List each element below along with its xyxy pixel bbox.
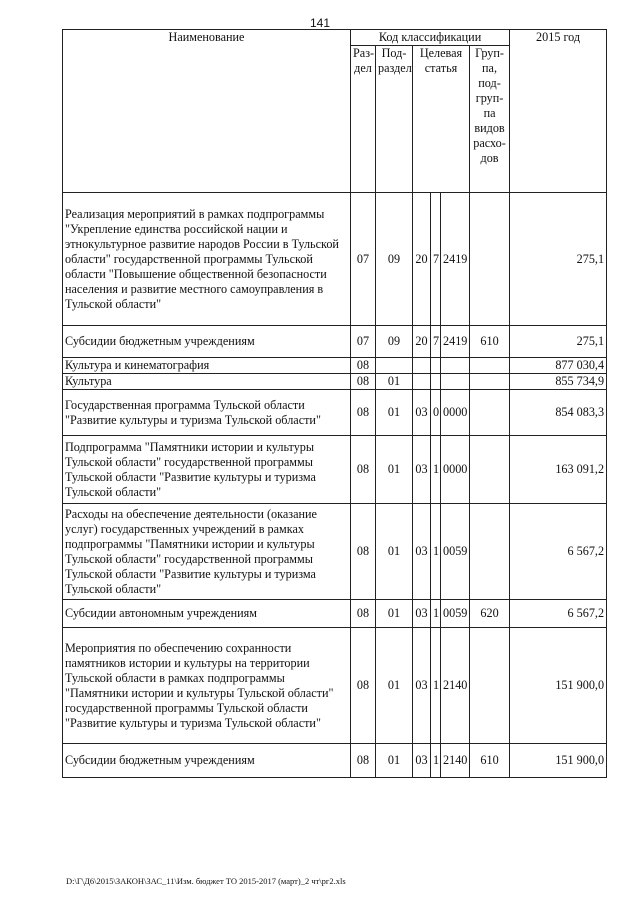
row-subsection <box>376 358 413 374</box>
row-target-program <box>413 358 431 374</box>
budget-table <box>62 29 607 778</box>
table-row <box>63 436 607 504</box>
row-section: 08 <box>351 628 376 744</box>
header-subsection-label: Под- раздел <box>378 46 412 75</box>
row-target-subprogram: 1 <box>431 436 441 504</box>
row-name: Мероприятия по обеспечению сохранности памятников истории и культуры на территории Тульской области в рамках подпрограммы "Памятники истории и культуры Тульской области" государственной программы Тульской области "Развитие культуры и туризма Тульской области" <box>63 628 351 744</box>
header-target-article <box>413 46 470 193</box>
row-name: Субсидии бюджетным учреждениям <box>63 326 351 358</box>
row-target-program: 20 <box>413 193 431 326</box>
row-expense-type <box>470 436 510 504</box>
row-amount: 275,1 <box>510 193 607 326</box>
table-row <box>63 358 607 374</box>
table-row <box>63 193 607 326</box>
row-expense-type <box>470 390 510 436</box>
row-expense-type <box>470 374 510 390</box>
row-target-subprogram <box>431 374 441 390</box>
row-name: Реализация мероприятий в рамках подпрограммы "Укрепление единства российской нации и этнокультурное развитие народов России в Тульской области" государственной программы Тульской области "Повышение общественной безопасности населения и развитие местного самоуправления в Тульской области" <box>63 193 351 326</box>
row-section: 08 <box>351 504 376 600</box>
row-target-subprogram <box>431 358 441 374</box>
row-section: 08 <box>351 358 376 374</box>
row-amount: 854 083,3 <box>510 390 607 436</box>
row-amount: 855 734,9 <box>510 374 607 390</box>
table-row <box>63 504 607 600</box>
row-target-direction: 0000 <box>441 436 470 504</box>
row-target-program: 20 <box>413 326 431 358</box>
row-expense-type: 610 <box>470 744 510 778</box>
row-expense-type: 610 <box>470 326 510 358</box>
page-number: 141 <box>309 16 331 30</box>
header-expense-group-label: Груп- па, под- груп- па видов расхо- дов <box>473 46 506 165</box>
table-header <box>63 30 607 193</box>
table-row <box>63 744 607 778</box>
row-name: Подпрограмма "Памятники истории и культуры Тульской области" государственной программы Тульской области "Развитие культуры и туризма Тульской области" <box>63 436 351 504</box>
row-subsection: 01 <box>376 600 413 628</box>
row-amount: 151 900,0 <box>510 628 607 744</box>
row-target-subprogram: 1 <box>431 504 441 600</box>
header-classification-code: Код классификации <box>351 30 510 46</box>
row-section: 07 <box>351 326 376 358</box>
header-year-2015: 2015 год <box>510 30 607 193</box>
row-amount: 6 567,2 <box>510 504 607 600</box>
row-target-direction: 0059 <box>441 504 470 600</box>
row-target-subprogram: 1 <box>431 744 441 778</box>
file-path-footer: D:\Г\Д6\2015\ЗАКОН\ЗАС_11\Изм. бюджет ТО 2015-2017 (март)_2 чт\рг2.xls <box>66 876 346 886</box>
table-row <box>63 628 607 744</box>
row-name: Культура и кинематография <box>63 358 351 374</box>
row-section: 08 <box>351 374 376 390</box>
row-expense-type <box>470 193 510 326</box>
table-body <box>63 193 607 778</box>
row-section: 07 <box>351 193 376 326</box>
row-name: Расходы на обеспечение деятельности (оказание услуг) государственных учреждений в рамках подпрограммы "Памятники истории и культуры Тульской области" государственной программы Тульской области "Развитие культуры и туризма Тульской области" <box>63 504 351 600</box>
table-row <box>63 326 607 358</box>
row-name: Государственная программа Тульской области "Развитие культуры и туризма Тульской области" <box>63 390 351 436</box>
row-expense-type: 620 <box>470 600 510 628</box>
row-target-program: 03 <box>413 504 431 600</box>
row-section: 08 <box>351 436 376 504</box>
row-amount: 275,1 <box>510 326 607 358</box>
row-target-program: 03 <box>413 436 431 504</box>
row-target-direction: 2140 <box>441 744 470 778</box>
header-section-label: Раз- дел <box>353 46 375 75</box>
header-name: Наименование <box>63 30 351 193</box>
row-subsection: 09 <box>376 326 413 358</box>
row-target-subprogram: 0 <box>431 390 441 436</box>
row-subsection: 01 <box>376 390 413 436</box>
row-amount: 151 900,0 <box>510 744 607 778</box>
row-amount: 163 091,2 <box>510 436 607 504</box>
row-target-direction: 0000 <box>441 390 470 436</box>
header-section <box>351 46 376 193</box>
row-target-program: 03 <box>413 744 431 778</box>
row-amount: 6 567,2 <box>510 600 607 628</box>
row-target-direction <box>441 358 470 374</box>
row-target-direction <box>441 374 470 390</box>
row-expense-type <box>470 504 510 600</box>
row-name: Субсидии автономным учреждениям <box>63 600 351 628</box>
row-target-direction: 2419 <box>441 326 470 358</box>
row-target-direction: 2140 <box>441 628 470 744</box>
row-target-direction: 2419 <box>441 193 470 326</box>
row-section: 08 <box>351 600 376 628</box>
row-target-subprogram: 7 <box>431 193 441 326</box>
row-target-direction: 0059 <box>441 600 470 628</box>
table-row <box>63 390 607 436</box>
header-target-article-label: Целевая статья <box>419 46 463 75</box>
row-target-program: 03 <box>413 628 431 744</box>
row-subsection: 01 <box>376 744 413 778</box>
row-target-subprogram: 1 <box>431 600 441 628</box>
row-target-program <box>413 374 431 390</box>
row-target-program: 03 <box>413 390 431 436</box>
row-target-subprogram: 7 <box>431 326 441 358</box>
row-subsection: 01 <box>376 374 413 390</box>
row-subsection: 09 <box>376 193 413 326</box>
row-section: 08 <box>351 744 376 778</box>
row-target-subprogram: 1 <box>431 628 441 744</box>
row-expense-type <box>470 358 510 374</box>
row-target-program: 03 <box>413 600 431 628</box>
row-expense-type <box>470 628 510 744</box>
row-subsection: 01 <box>376 504 413 600</box>
table-row <box>63 600 607 628</box>
row-amount: 877 030,4 <box>510 358 607 374</box>
row-subsection: 01 <box>376 628 413 744</box>
header-expense-group <box>470 46 510 193</box>
header-subsection <box>376 46 413 193</box>
table-row <box>63 374 607 390</box>
row-name: Культура <box>63 374 351 390</box>
row-name: Субсидии бюджетным учреждениям <box>63 744 351 778</box>
row-subsection: 01 <box>376 436 413 504</box>
row-section: 08 <box>351 390 376 436</box>
